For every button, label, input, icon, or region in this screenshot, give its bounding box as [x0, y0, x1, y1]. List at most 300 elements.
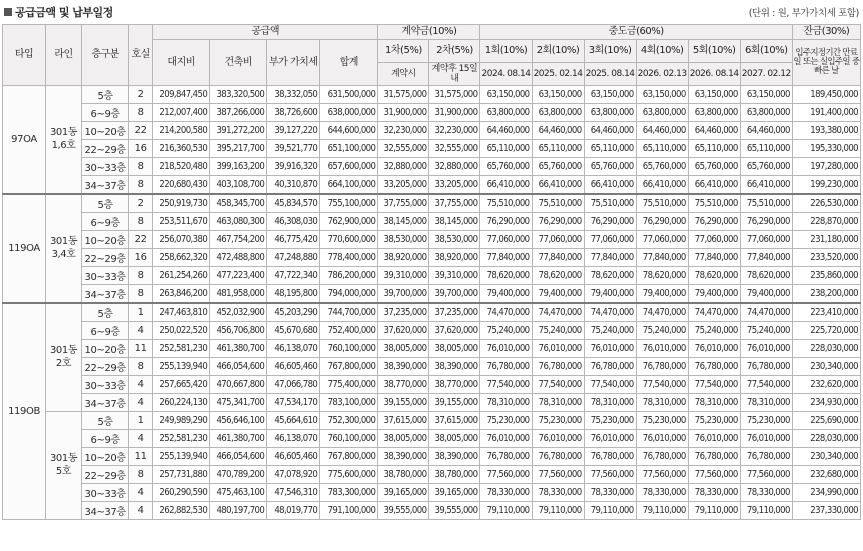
vat-cell: 46,138,070	[267, 430, 320, 448]
int4-cell: 74,470,000	[636, 303, 688, 322]
table-row	[3, 267, 861, 285]
dep2-cell: 39,555,000	[429, 502, 480, 520]
balance-cell: 226,530,000	[792, 194, 860, 213]
total-cell: 783,100,000	[320, 394, 378, 412]
total-cell: 755,100,000	[320, 194, 378, 213]
int5-cell: 79,110,000	[688, 502, 740, 520]
vat-cell: 39,916,320	[267, 158, 320, 176]
int6-cell: 64,460,000	[740, 122, 792, 140]
floor-cell: 5층	[82, 412, 129, 430]
balance-cell: 189,450,000	[792, 86, 860, 104]
building-cell: 456,706,800	[210, 322, 267, 340]
int2-cell: 78,620,000	[532, 267, 584, 285]
int6-cell: 79,110,000	[740, 502, 792, 520]
balance-cell: 237,330,000	[792, 502, 860, 520]
int3-cell: 76,010,000	[584, 340, 636, 358]
header-int1-date: 2024. 08.14	[480, 63, 532, 86]
int4-cell: 65,110,000	[636, 140, 688, 158]
floor-cell: 34~37층	[82, 394, 129, 412]
units-cell: 8	[129, 285, 153, 304]
land-cell: 209,847,450	[153, 86, 210, 104]
units-cell: 16	[129, 249, 153, 267]
int2-cell: 77,560,000	[532, 466, 584, 484]
vat-cell: 47,078,920	[267, 466, 320, 484]
dep2-cell: 39,700,000	[429, 285, 480, 304]
units-cell: 8	[129, 267, 153, 285]
floor-cell: 30~33층	[82, 267, 129, 285]
floor-cell: 22~29층	[82, 358, 129, 376]
int6-cell: 76,010,000	[740, 340, 792, 358]
land-cell: 255,139,940	[153, 448, 210, 466]
header-units: 호실	[129, 25, 153, 86]
land-cell: 262,882,530	[153, 502, 210, 520]
floor-cell: 10~20층	[82, 122, 129, 140]
header-land: 대지비	[153, 40, 210, 86]
page-title-text: 공급금액 및 납부일정	[15, 6, 113, 19]
dep2-cell: 38,920,000	[429, 249, 480, 267]
building-cell: 475,463,100	[210, 484, 267, 502]
table-row	[3, 303, 861, 322]
table-row	[3, 213, 861, 231]
line-cell: 301동 3,4호	[46, 194, 82, 303]
int4-cell: 78,310,000	[636, 394, 688, 412]
int4-cell: 76,780,000	[636, 358, 688, 376]
int1-cell: 77,840,000	[480, 249, 532, 267]
balance-cell: 193,380,000	[792, 122, 860, 140]
dep1-cell: 31,900,000	[378, 104, 429, 122]
land-cell: 250,919,730	[153, 194, 210, 213]
int6-cell: 78,310,000	[740, 394, 792, 412]
int4-cell: 76,780,000	[636, 448, 688, 466]
vat-cell: 38,726,600	[267, 104, 320, 122]
int5-cell: 77,560,000	[688, 466, 740, 484]
units-cell: 4	[129, 502, 153, 520]
int6-cell: 76,780,000	[740, 448, 792, 466]
floor-cell: 22~29층	[82, 249, 129, 267]
int2-cell: 79,400,000	[532, 285, 584, 304]
units-cell: 4	[129, 376, 153, 394]
int1-cell: 77,560,000	[480, 466, 532, 484]
type-cell: 119OA	[3, 194, 46, 303]
int5-cell: 75,510,000	[688, 194, 740, 213]
table-row	[3, 448, 861, 466]
type-cell: 97OA	[3, 86, 46, 195]
int1-cell: 66,410,000	[480, 176, 532, 195]
int1-cell: 78,330,000	[480, 484, 532, 502]
int3-cell: 77,840,000	[584, 249, 636, 267]
table-body	[3, 86, 861, 520]
int6-cell: 77,840,000	[740, 249, 792, 267]
int3-cell: 77,540,000	[584, 376, 636, 394]
building-cell: 403,108,700	[210, 176, 267, 195]
building-cell: 399,163,200	[210, 158, 267, 176]
units-cell: 22	[129, 122, 153, 140]
land-cell: 212,007,400	[153, 104, 210, 122]
vat-cell: 40,310,870	[267, 176, 320, 195]
dep2-cell: 39,155,000	[429, 394, 480, 412]
dep1-cell: 38,780,000	[378, 466, 429, 484]
building-cell: 481,958,000	[210, 285, 267, 304]
land-cell: 218,520,480	[153, 158, 210, 176]
int1-cell: 77,540,000	[480, 376, 532, 394]
balance-cell: 228,030,000	[792, 430, 860, 448]
balance-cell: 228,030,000	[792, 340, 860, 358]
units-cell: 11	[129, 448, 153, 466]
table-row	[3, 194, 861, 213]
units-cell: 8	[129, 104, 153, 122]
int3-cell: 77,560,000	[584, 466, 636, 484]
building-cell: 470,789,200	[210, 466, 267, 484]
balance-cell: 223,410,000	[792, 303, 860, 322]
int6-cell: 63,800,000	[740, 104, 792, 122]
total-cell: 775,400,000	[320, 376, 378, 394]
land-cell: 214,200,580	[153, 122, 210, 140]
building-cell: 458,345,700	[210, 194, 267, 213]
int6-cell: 74,470,000	[740, 303, 792, 322]
int5-cell: 63,150,000	[688, 86, 740, 104]
int1-cell: 63,150,000	[480, 86, 532, 104]
header-dep1: 1차(5%)	[378, 40, 429, 63]
building-cell: 383,320,500	[210, 86, 267, 104]
land-cell: 257,665,420	[153, 376, 210, 394]
floor-cell: 6~9층	[82, 213, 129, 231]
int4-cell: 63,800,000	[636, 104, 688, 122]
floor-cell: 30~33층	[82, 158, 129, 176]
land-cell: 263,846,200	[153, 285, 210, 304]
int5-cell: 66,410,000	[688, 176, 740, 195]
int5-cell: 77,060,000	[688, 231, 740, 249]
dep2-cell: 38,390,000	[429, 358, 480, 376]
int6-cell: 66,410,000	[740, 176, 792, 195]
units-cell: 22	[129, 231, 153, 249]
land-cell: 249,989,290	[153, 412, 210, 430]
table-row	[3, 484, 861, 502]
int1-cell: 76,010,000	[480, 430, 532, 448]
int6-cell: 76,290,000	[740, 213, 792, 231]
balance-cell: 191,400,000	[792, 104, 860, 122]
int2-cell: 78,330,000	[532, 484, 584, 502]
int6-cell: 76,780,000	[740, 358, 792, 376]
int1-cell: 75,230,000	[480, 412, 532, 430]
table-row	[3, 249, 861, 267]
units-cell: 1	[129, 412, 153, 430]
int1-cell: 78,310,000	[480, 394, 532, 412]
land-cell: 216,360,530	[153, 140, 210, 158]
int1-cell: 76,780,000	[480, 358, 532, 376]
int2-cell: 63,800,000	[532, 104, 584, 122]
int1-cell: 74,470,000	[480, 303, 532, 322]
land-cell: 250,022,520	[153, 322, 210, 340]
int2-cell: 76,010,000	[532, 340, 584, 358]
dep2-cell: 31,575,000	[429, 86, 480, 104]
int1-cell: 63,800,000	[480, 104, 532, 122]
int2-cell: 75,230,000	[532, 412, 584, 430]
land-cell: 261,254,260	[153, 267, 210, 285]
int3-cell: 76,010,000	[584, 430, 636, 448]
units-cell: 1	[129, 303, 153, 322]
dep1-cell: 38,145,000	[378, 213, 429, 231]
int3-cell: 75,240,000	[584, 322, 636, 340]
int4-cell: 76,290,000	[636, 213, 688, 231]
units-cell: 8	[129, 466, 153, 484]
int4-cell: 76,010,000	[636, 430, 688, 448]
total-cell: 664,100,000	[320, 176, 378, 195]
balance-cell: 199,230,000	[792, 176, 860, 195]
int6-cell: 77,540,000	[740, 376, 792, 394]
dep2-cell: 32,555,000	[429, 140, 480, 158]
int4-cell: 77,560,000	[636, 466, 688, 484]
total-cell: 791,100,000	[320, 502, 378, 520]
land-cell: 252,581,230	[153, 340, 210, 358]
int2-cell: 75,510,000	[532, 194, 584, 213]
building-cell: 391,272,200	[210, 122, 267, 140]
vat-cell: 47,248,880	[267, 249, 320, 267]
header-dep2-when: 계약후 15일내	[429, 63, 480, 86]
floor-cell: 6~9층	[82, 104, 129, 122]
units-cell: 8	[129, 158, 153, 176]
int3-cell: 78,620,000	[584, 267, 636, 285]
dep1-cell: 38,005,000	[378, 340, 429, 358]
dep2-cell: 37,615,000	[429, 412, 480, 430]
int5-cell: 76,290,000	[688, 213, 740, 231]
bullet-square-icon	[4, 8, 12, 16]
balance-cell: 228,870,000	[792, 213, 860, 231]
int4-cell: 75,230,000	[636, 412, 688, 430]
int4-cell: 65,760,000	[636, 158, 688, 176]
floor-cell: 34~37층	[82, 285, 129, 304]
dep1-cell: 31,575,000	[378, 86, 429, 104]
dep1-cell: 37,235,000	[378, 303, 429, 322]
dep1-cell: 38,770,000	[378, 376, 429, 394]
header-type: 타입	[3, 25, 46, 86]
units-cell: 2	[129, 194, 153, 213]
land-cell: 258,662,320	[153, 249, 210, 267]
header-int2-date: 2025. 02.14	[532, 63, 584, 86]
table-row	[3, 122, 861, 140]
dep1-cell: 37,755,000	[378, 194, 429, 213]
building-cell: 475,341,700	[210, 394, 267, 412]
dep1-cell: 39,555,000	[378, 502, 429, 520]
int3-cell: 75,510,000	[584, 194, 636, 213]
dep2-cell: 32,230,000	[429, 122, 480, 140]
dep2-cell: 32,880,000	[429, 158, 480, 176]
int4-cell: 75,510,000	[636, 194, 688, 213]
int2-cell: 78,310,000	[532, 394, 584, 412]
dep1-cell: 32,230,000	[378, 122, 429, 140]
int5-cell: 74,470,000	[688, 303, 740, 322]
line-cell: 301동 2호	[46, 303, 82, 412]
int1-cell: 78,620,000	[480, 267, 532, 285]
int2-cell: 65,110,000	[532, 140, 584, 158]
table-row	[3, 430, 861, 448]
balance-cell: 232,620,000	[792, 376, 860, 394]
int1-cell: 77,060,000	[480, 231, 532, 249]
int6-cell: 65,760,000	[740, 158, 792, 176]
int2-cell: 76,780,000	[532, 448, 584, 466]
header-int6: 6회(10%)	[740, 40, 792, 63]
total-cell: 783,300,000	[320, 484, 378, 502]
vat-cell: 46,775,420	[267, 231, 320, 249]
header-total: 합계	[320, 40, 378, 86]
int1-cell: 76,780,000	[480, 448, 532, 466]
int6-cell: 78,330,000	[740, 484, 792, 502]
building-cell: 466,054,600	[210, 448, 267, 466]
units-cell: 2	[129, 86, 153, 104]
int2-cell: 77,540,000	[532, 376, 584, 394]
int3-cell: 63,150,000	[584, 86, 636, 104]
floor-cell: 10~20층	[82, 231, 129, 249]
int5-cell: 77,540,000	[688, 376, 740, 394]
building-cell: 467,754,200	[210, 231, 267, 249]
dep1-cell: 38,530,000	[378, 231, 429, 249]
header-int5: 5회(10%)	[688, 40, 740, 63]
table-row	[3, 466, 861, 484]
int1-cell: 65,760,000	[480, 158, 532, 176]
int2-cell: 63,150,000	[532, 86, 584, 104]
title-row	[0, 0, 863, 22]
total-cell: 770,600,000	[320, 231, 378, 249]
header-floor: 층구분	[82, 25, 129, 86]
dep1-cell: 38,390,000	[378, 448, 429, 466]
total-cell: 767,800,000	[320, 358, 378, 376]
int5-cell: 65,760,000	[688, 158, 740, 176]
building-cell: 395,217,700	[210, 140, 267, 158]
int2-cell: 77,840,000	[532, 249, 584, 267]
int3-cell: 78,310,000	[584, 394, 636, 412]
vat-cell: 47,546,310	[267, 484, 320, 502]
building-cell: 463,080,300	[210, 213, 267, 231]
building-cell: 472,488,800	[210, 249, 267, 267]
building-cell: 461,380,700	[210, 430, 267, 448]
total-cell: 775,600,000	[320, 466, 378, 484]
header-dep1-when: 계약시	[378, 63, 429, 86]
total-cell: 794,000,000	[320, 285, 378, 304]
building-cell: 480,197,700	[210, 502, 267, 520]
int2-cell: 74,470,000	[532, 303, 584, 322]
vat-cell: 45,203,290	[267, 303, 320, 322]
header-balance-when: 입주지정기간 만료일 또는 실입주일 중 빠른 날	[792, 40, 860, 86]
price-schedule-table	[2, 24, 861, 520]
balance-cell: 230,340,000	[792, 448, 860, 466]
int6-cell: 79,400,000	[740, 285, 792, 304]
vat-cell: 48,019,770	[267, 502, 320, 520]
building-cell: 387,266,000	[210, 104, 267, 122]
int2-cell: 66,410,000	[532, 176, 584, 195]
int5-cell: 78,330,000	[688, 484, 740, 502]
int5-cell: 76,780,000	[688, 448, 740, 466]
header-building: 건축비	[210, 40, 267, 86]
int5-cell: 64,460,000	[688, 122, 740, 140]
int5-cell: 78,620,000	[688, 267, 740, 285]
page-title	[4, 4, 113, 20]
table-row	[3, 231, 861, 249]
int3-cell: 64,460,000	[584, 122, 636, 140]
dep1-cell: 39,155,000	[378, 394, 429, 412]
units-cell: 16	[129, 140, 153, 158]
balance-cell: 233,520,000	[792, 249, 860, 267]
dep2-cell: 33,205,000	[429, 176, 480, 195]
int6-cell: 63,150,000	[740, 86, 792, 104]
land-cell: 252,581,230	[153, 430, 210, 448]
table-row	[3, 285, 861, 304]
vat-cell: 45,664,610	[267, 412, 320, 430]
total-cell: 651,100,000	[320, 140, 378, 158]
int3-cell: 77,060,000	[584, 231, 636, 249]
header-int5-date: 2026. 08.14	[688, 63, 740, 86]
dep1-cell: 38,005,000	[378, 430, 429, 448]
dep1-cell: 33,205,000	[378, 176, 429, 195]
int3-cell: 65,110,000	[584, 140, 636, 158]
floor-cell: 34~37층	[82, 176, 129, 195]
vat-cell: 46,605,460	[267, 448, 320, 466]
header-int4: 4회(10%)	[636, 40, 688, 63]
int1-cell: 76,010,000	[480, 340, 532, 358]
unit-note: (단위 : 원, 부가가치세 포함)	[748, 8, 859, 19]
int2-cell: 77,060,000	[532, 231, 584, 249]
total-cell: 767,800,000	[320, 448, 378, 466]
total-cell: 762,900,000	[320, 213, 378, 231]
dep2-cell: 38,145,000	[429, 213, 480, 231]
units-cell: 8	[129, 176, 153, 195]
balance-cell: 230,340,000	[792, 358, 860, 376]
vat-cell: 46,138,070	[267, 340, 320, 358]
units-cell: 11	[129, 340, 153, 358]
total-cell: 644,600,000	[320, 122, 378, 140]
int2-cell: 76,010,000	[532, 430, 584, 448]
header-line: 라인	[46, 25, 82, 86]
floor-cell: 5층	[82, 194, 129, 213]
int4-cell: 78,330,000	[636, 484, 688, 502]
table-row	[3, 104, 861, 122]
int4-cell: 64,460,000	[636, 122, 688, 140]
table-row	[3, 158, 861, 176]
table-row	[3, 340, 861, 358]
header-supply-price: 공급액	[153, 25, 378, 40]
table-row	[3, 502, 861, 520]
header-int3: 3회(10%)	[584, 40, 636, 63]
dep2-cell: 38,390,000	[429, 448, 480, 466]
total-cell: 752,300,000	[320, 412, 378, 430]
units-cell: 8	[129, 358, 153, 376]
header-balance: 잔금(30%)	[792, 25, 860, 40]
int4-cell: 75,240,000	[636, 322, 688, 340]
floor-cell: 30~33층	[82, 484, 129, 502]
floor-cell: 5층	[82, 86, 129, 104]
dep2-cell: 38,005,000	[429, 340, 480, 358]
int3-cell: 79,400,000	[584, 285, 636, 304]
int2-cell: 64,460,000	[532, 122, 584, 140]
land-cell: 260,290,590	[153, 484, 210, 502]
int1-cell: 75,510,000	[480, 194, 532, 213]
vat-cell: 47,066,780	[267, 376, 320, 394]
vat-cell: 39,521,770	[267, 140, 320, 158]
int5-cell: 76,780,000	[688, 358, 740, 376]
balance-cell: 234,930,000	[792, 394, 860, 412]
dep2-cell: 37,755,000	[429, 194, 480, 213]
dep2-cell: 39,310,000	[429, 267, 480, 285]
int2-cell: 75,240,000	[532, 322, 584, 340]
balance-cell: 197,280,000	[792, 158, 860, 176]
vat-cell: 46,605,460	[267, 358, 320, 376]
int3-cell: 63,800,000	[584, 104, 636, 122]
dep2-cell: 38,770,000	[429, 376, 480, 394]
dep2-cell: 37,235,000	[429, 303, 480, 322]
int1-cell: 65,110,000	[480, 140, 532, 158]
dep1-cell: 37,620,000	[378, 322, 429, 340]
vat-cell: 45,670,680	[267, 322, 320, 340]
dep2-cell: 38,530,000	[429, 231, 480, 249]
dep1-cell: 32,555,000	[378, 140, 429, 158]
